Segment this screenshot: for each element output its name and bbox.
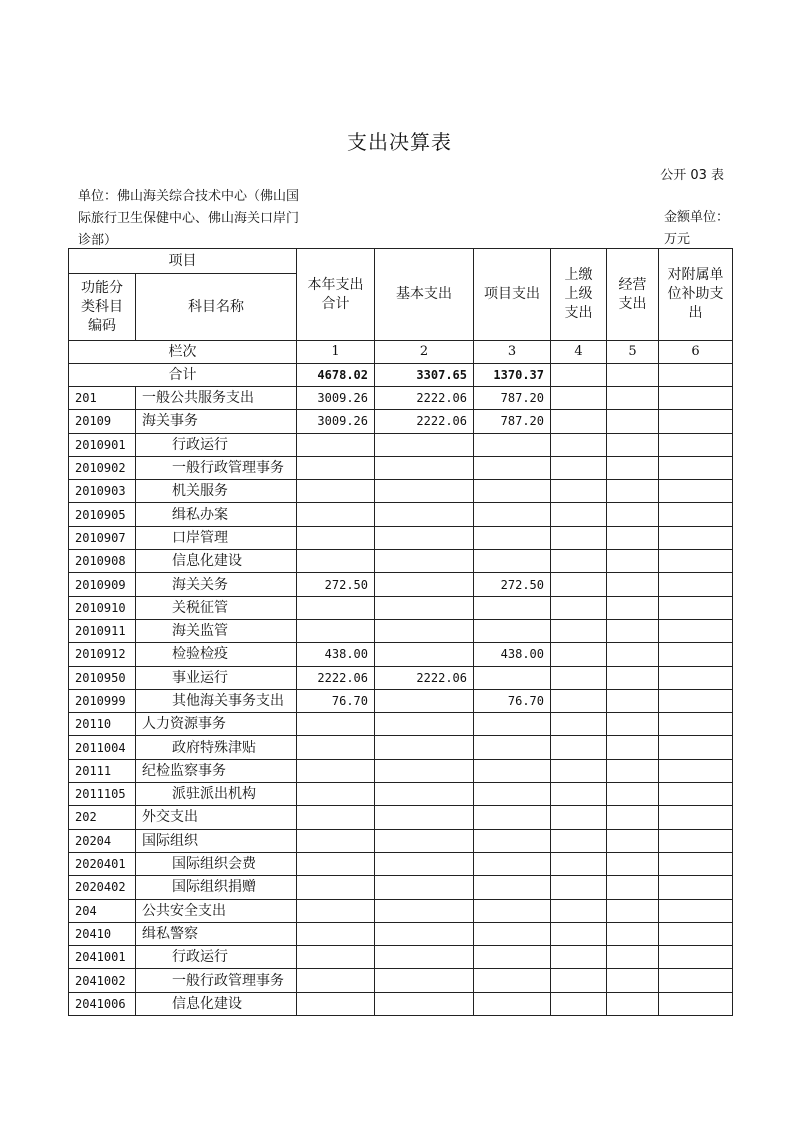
project-amount <box>474 713 551 736</box>
project-amount <box>474 806 551 829</box>
column-number: 5 <box>607 341 659 364</box>
total-subsidy <box>659 364 733 387</box>
upper-amount <box>551 480 607 503</box>
table-row <box>69 946 733 969</box>
basic-amount <box>375 456 474 479</box>
subsidy-amount <box>659 387 733 410</box>
basic-amount: 2222.06 <box>375 410 474 433</box>
total-amount <box>297 922 375 945</box>
project-amount <box>474 946 551 969</box>
subsidy-amount <box>659 806 733 829</box>
table-row <box>69 806 733 829</box>
subject-name: 海关关务 <box>136 573 297 596</box>
table-number: 公开 03 表 <box>660 168 724 183</box>
subject-name: 派驻派出机构 <box>136 783 297 806</box>
basic-amount <box>375 619 474 642</box>
total-amount <box>297 806 375 829</box>
basic-amount <box>375 643 474 666</box>
upper-amount <box>551 689 607 712</box>
subject-name: 国际组织会费 <box>136 852 297 875</box>
total-row <box>69 364 733 387</box>
basic-amount <box>375 550 474 573</box>
subject-name: 信息化建设 <box>136 992 297 1015</box>
total-basic: 3307.65 <box>375 364 474 387</box>
header-business: 经营支出 <box>607 249 659 341</box>
subsidy-amount <box>659 456 733 479</box>
business-amount <box>607 550 659 573</box>
total-amount <box>297 969 375 992</box>
header-project-expense: 项目支出 <box>474 249 551 341</box>
header-project: 项目 <box>69 249 297 274</box>
business-amount <box>607 899 659 922</box>
column-number: 3 <box>474 341 551 364</box>
upper-amount <box>551 573 607 596</box>
total-amount: 4678.02 <box>297 364 375 387</box>
subject-code: 20110 <box>69 713 136 736</box>
subject-name: 一般行政管理事务 <box>136 969 297 992</box>
total-amount <box>297 899 375 922</box>
table-row <box>69 480 733 503</box>
subject-code: 2010905 <box>69 503 136 526</box>
basic-amount: 2222.06 <box>375 666 474 689</box>
subsidy-amount <box>659 992 733 1015</box>
subject-code: 2041006 <box>69 992 136 1015</box>
table-row <box>69 969 733 992</box>
total-amount <box>297 876 375 899</box>
project-amount <box>474 480 551 503</box>
subject-code: 2010908 <box>69 550 136 573</box>
project-amount: 787.20 <box>474 387 551 410</box>
table-row <box>69 876 733 899</box>
project-amount <box>474 619 551 642</box>
project-amount <box>474 736 551 759</box>
business-amount <box>607 922 659 945</box>
subsidy-amount <box>659 643 733 666</box>
business-amount <box>607 736 659 759</box>
basic-amount <box>375 852 474 875</box>
table-row <box>69 573 733 596</box>
reporting-unit: 单位：佛山海关综合技术中心（佛山国际旅行卫生保健中心、佛山海关口岸门诊部） <box>78 189 300 248</box>
business-amount <box>607 433 659 456</box>
subject-code: 2010907 <box>69 526 136 549</box>
business-amount <box>607 573 659 596</box>
project-amount: 787.20 <box>474 410 551 433</box>
table-row <box>69 433 733 456</box>
project-amount <box>474 876 551 899</box>
amount-unit: 金额单位：万元 <box>664 210 730 247</box>
project-amount <box>474 503 551 526</box>
subsidy-amount <box>659 410 733 433</box>
basic-amount <box>375 899 474 922</box>
business-amount <box>607 387 659 410</box>
basic-amount <box>375 922 474 945</box>
header-total: 本年支出合计 <box>297 249 375 341</box>
total-amount <box>297 992 375 1015</box>
subject-name: 一般行政管理事务 <box>136 456 297 479</box>
subject-name: 人力资源事务 <box>136 713 297 736</box>
business-amount <box>607 783 659 806</box>
table-row <box>69 783 733 806</box>
project-amount: 76.70 <box>474 689 551 712</box>
total-label: 合计 <box>69 364 297 387</box>
table-row <box>69 736 733 759</box>
business-amount <box>607 689 659 712</box>
total-amount: 2222.06 <box>297 666 375 689</box>
page-title: 支出决算表 <box>347 130 452 154</box>
table-row <box>69 387 733 410</box>
total-amount <box>297 433 375 456</box>
subject-code: 2020401 <box>69 852 136 875</box>
total-amount <box>297 550 375 573</box>
table-row <box>69 596 733 619</box>
basic-amount <box>375 713 474 736</box>
subsidy-amount <box>659 736 733 759</box>
business-amount <box>607 713 659 736</box>
basic-amount <box>375 783 474 806</box>
subject-name: 公共安全支出 <box>136 899 297 922</box>
upper-amount <box>551 969 607 992</box>
basic-amount: 2222.06 <box>375 387 474 410</box>
subject-code: 2020402 <box>69 876 136 899</box>
column-number: 4 <box>551 341 607 364</box>
upper-amount <box>551 410 607 433</box>
table-row <box>69 550 733 573</box>
subject-name: 外交支出 <box>136 806 297 829</box>
project-amount <box>474 759 551 782</box>
subject-name: 机关服务 <box>136 480 297 503</box>
header-row-1 <box>69 249 733 274</box>
subject-name: 缉私办案 <box>136 503 297 526</box>
subject-code: 2010902 <box>69 456 136 479</box>
upper-amount <box>551 852 607 875</box>
table-row <box>69 456 733 479</box>
upper-amount <box>551 456 607 479</box>
total-amount <box>297 503 375 526</box>
business-amount <box>607 619 659 642</box>
upper-amount <box>551 526 607 549</box>
upper-amount <box>551 596 607 619</box>
total-amount <box>297 759 375 782</box>
subject-code: 2010903 <box>69 480 136 503</box>
column-number: 2 <box>375 341 474 364</box>
subject-code: 20111 <box>69 759 136 782</box>
project-amount <box>474 596 551 619</box>
subsidy-amount <box>659 596 733 619</box>
total-amount: 76.70 <box>297 689 375 712</box>
basic-amount <box>375 480 474 503</box>
upper-amount <box>551 619 607 642</box>
total-amount <box>297 456 375 479</box>
basic-amount <box>375 689 474 712</box>
subject-code: 2010950 <box>69 666 136 689</box>
upper-amount <box>551 946 607 969</box>
total-amount <box>297 480 375 503</box>
basic-amount <box>375 736 474 759</box>
basic-amount <box>375 806 474 829</box>
upper-amount <box>551 503 607 526</box>
business-amount <box>607 969 659 992</box>
business-amount <box>607 829 659 852</box>
business-amount <box>607 643 659 666</box>
upper-amount <box>551 876 607 899</box>
business-amount <box>607 759 659 782</box>
upper-amount <box>551 433 607 456</box>
subject-code: 20204 <box>69 829 136 852</box>
subject-name: 一般公共服务支出 <box>136 387 297 410</box>
basic-amount <box>375 969 474 992</box>
column-number: 6 <box>659 341 733 364</box>
subsidy-amount <box>659 922 733 945</box>
column-number: 1 <box>297 341 375 364</box>
upper-amount <box>551 806 607 829</box>
subsidy-amount <box>659 713 733 736</box>
upper-amount <box>551 759 607 782</box>
header-func-code: 功能分类科目编码 <box>69 274 136 341</box>
project-amount <box>474 783 551 806</box>
subject-code: 2041001 <box>69 946 136 969</box>
subsidy-amount <box>659 526 733 549</box>
upper-amount <box>551 992 607 1015</box>
table-row <box>69 713 733 736</box>
subsidy-amount <box>659 876 733 899</box>
header-subsidy: 对附属单位补助支出 <box>659 249 733 341</box>
upper-amount <box>551 387 607 410</box>
subject-code: 2010999 <box>69 689 136 712</box>
basic-amount <box>375 992 474 1015</box>
subsidy-amount <box>659 829 733 852</box>
subject-name: 海关事务 <box>136 410 297 433</box>
basic-amount <box>375 526 474 549</box>
business-amount <box>607 503 659 526</box>
table-row <box>69 899 733 922</box>
subject-name: 口岸管理 <box>136 526 297 549</box>
basic-amount <box>375 946 474 969</box>
table-row <box>69 619 733 642</box>
business-amount <box>607 410 659 433</box>
subject-name: 检验检疫 <box>136 643 297 666</box>
subject-code: 202 <box>69 806 136 829</box>
business-amount <box>607 876 659 899</box>
table-row <box>69 666 733 689</box>
subsidy-amount <box>659 619 733 642</box>
business-amount <box>607 806 659 829</box>
project-amount <box>474 666 551 689</box>
subject-name: 其他海关事务支出 <box>136 689 297 712</box>
project-amount <box>474 969 551 992</box>
total-amount: 438.00 <box>297 643 375 666</box>
subject-name: 事业运行 <box>136 666 297 689</box>
subsidy-amount <box>659 689 733 712</box>
upper-amount <box>551 922 607 945</box>
project-amount <box>474 526 551 549</box>
header-basic: 基本支出 <box>375 249 474 341</box>
column-label: 栏次 <box>69 341 297 364</box>
total-amount: 3009.26 <box>297 387 375 410</box>
business-amount <box>607 852 659 875</box>
total-amount <box>297 526 375 549</box>
subject-code: 2010912 <box>69 643 136 666</box>
project-amount <box>474 433 551 456</box>
subject-name: 信息化建设 <box>136 550 297 573</box>
project-amount <box>474 852 551 875</box>
total-amount <box>297 713 375 736</box>
total-business <box>607 364 659 387</box>
subsidy-amount <box>659 759 733 782</box>
subsidy-amount <box>659 550 733 573</box>
basic-amount <box>375 433 474 456</box>
subsidy-amount <box>659 480 733 503</box>
subject-code: 2011004 <box>69 736 136 759</box>
business-amount <box>607 526 659 549</box>
table-row <box>69 410 733 433</box>
subject-code: 2010909 <box>69 573 136 596</box>
project-amount <box>474 899 551 922</box>
upper-amount <box>551 713 607 736</box>
basic-amount <box>375 596 474 619</box>
upper-amount <box>551 550 607 573</box>
total-amount <box>297 736 375 759</box>
total-upper <box>551 364 607 387</box>
project-amount <box>474 456 551 479</box>
upper-amount <box>551 643 607 666</box>
basic-amount <box>375 503 474 526</box>
table-row <box>69 829 733 852</box>
basic-amount <box>375 876 474 899</box>
subject-name: 海关监管 <box>136 619 297 642</box>
project-amount: 272.50 <box>474 573 551 596</box>
subject-name: 行政运行 <box>136 433 297 456</box>
subsidy-amount <box>659 503 733 526</box>
total-amount <box>297 829 375 852</box>
upper-amount <box>551 736 607 759</box>
table-row <box>69 643 733 666</box>
subject-code: 20410 <box>69 922 136 945</box>
upper-amount <box>551 829 607 852</box>
subject-name: 政府特殊津贴 <box>136 736 297 759</box>
upper-amount <box>551 899 607 922</box>
table-row <box>69 503 733 526</box>
total-amount <box>297 852 375 875</box>
basic-amount <box>375 759 474 782</box>
business-amount <box>607 480 659 503</box>
project-amount <box>474 550 551 573</box>
business-amount <box>607 666 659 689</box>
basic-amount <box>375 829 474 852</box>
table-row <box>69 852 733 875</box>
project-amount <box>474 829 551 852</box>
subsidy-amount <box>659 946 733 969</box>
subject-name: 国际组织 <box>136 829 297 852</box>
business-amount <box>607 946 659 969</box>
header-upper: 上缴上级支出 <box>551 249 607 341</box>
subject-code: 201 <box>69 387 136 410</box>
subsidy-amount <box>659 433 733 456</box>
business-amount <box>607 456 659 479</box>
subject-code: 2010911 <box>69 619 136 642</box>
basic-amount <box>375 573 474 596</box>
subject-name: 国际组织捐赠 <box>136 876 297 899</box>
subsidy-amount <box>659 666 733 689</box>
subject-name: 关税征管 <box>136 596 297 619</box>
project-amount: 438.00 <box>474 643 551 666</box>
subsidy-amount <box>659 969 733 992</box>
upper-amount <box>551 666 607 689</box>
table-row <box>69 759 733 782</box>
total-amount <box>297 619 375 642</box>
header-subject-name: 科目名称 <box>136 274 297 341</box>
table-row <box>69 526 733 549</box>
subject-code: 2010901 <box>69 433 136 456</box>
total-amount <box>297 596 375 619</box>
total-amount: 3009.26 <box>297 410 375 433</box>
subject-name: 纪检监察事务 <box>136 759 297 782</box>
subject-code: 204 <box>69 899 136 922</box>
expenditure-table <box>68 248 733 1016</box>
subsidy-amount <box>659 899 733 922</box>
total-project: 1370.37 <box>474 364 551 387</box>
subject-name: 行政运行 <box>136 946 297 969</box>
table-row <box>69 689 733 712</box>
subject-name: 缉私警察 <box>136 922 297 945</box>
total-amount <box>297 946 375 969</box>
subject-code: 2010910 <box>69 596 136 619</box>
subsidy-amount <box>659 783 733 806</box>
subsidy-amount <box>659 852 733 875</box>
table-row <box>69 922 733 945</box>
table-row <box>69 992 733 1015</box>
subject-code: 2011105 <box>69 783 136 806</box>
subsidy-amount <box>659 573 733 596</box>
subject-code: 20109 <box>69 410 136 433</box>
project-amount <box>474 992 551 1015</box>
total-amount: 272.50 <box>297 573 375 596</box>
column-number-row <box>69 341 733 364</box>
subject-code: 2041002 <box>69 969 136 992</box>
business-amount <box>607 992 659 1015</box>
total-amount <box>297 783 375 806</box>
business-amount <box>607 596 659 619</box>
project-amount <box>474 922 551 945</box>
upper-amount <box>551 783 607 806</box>
